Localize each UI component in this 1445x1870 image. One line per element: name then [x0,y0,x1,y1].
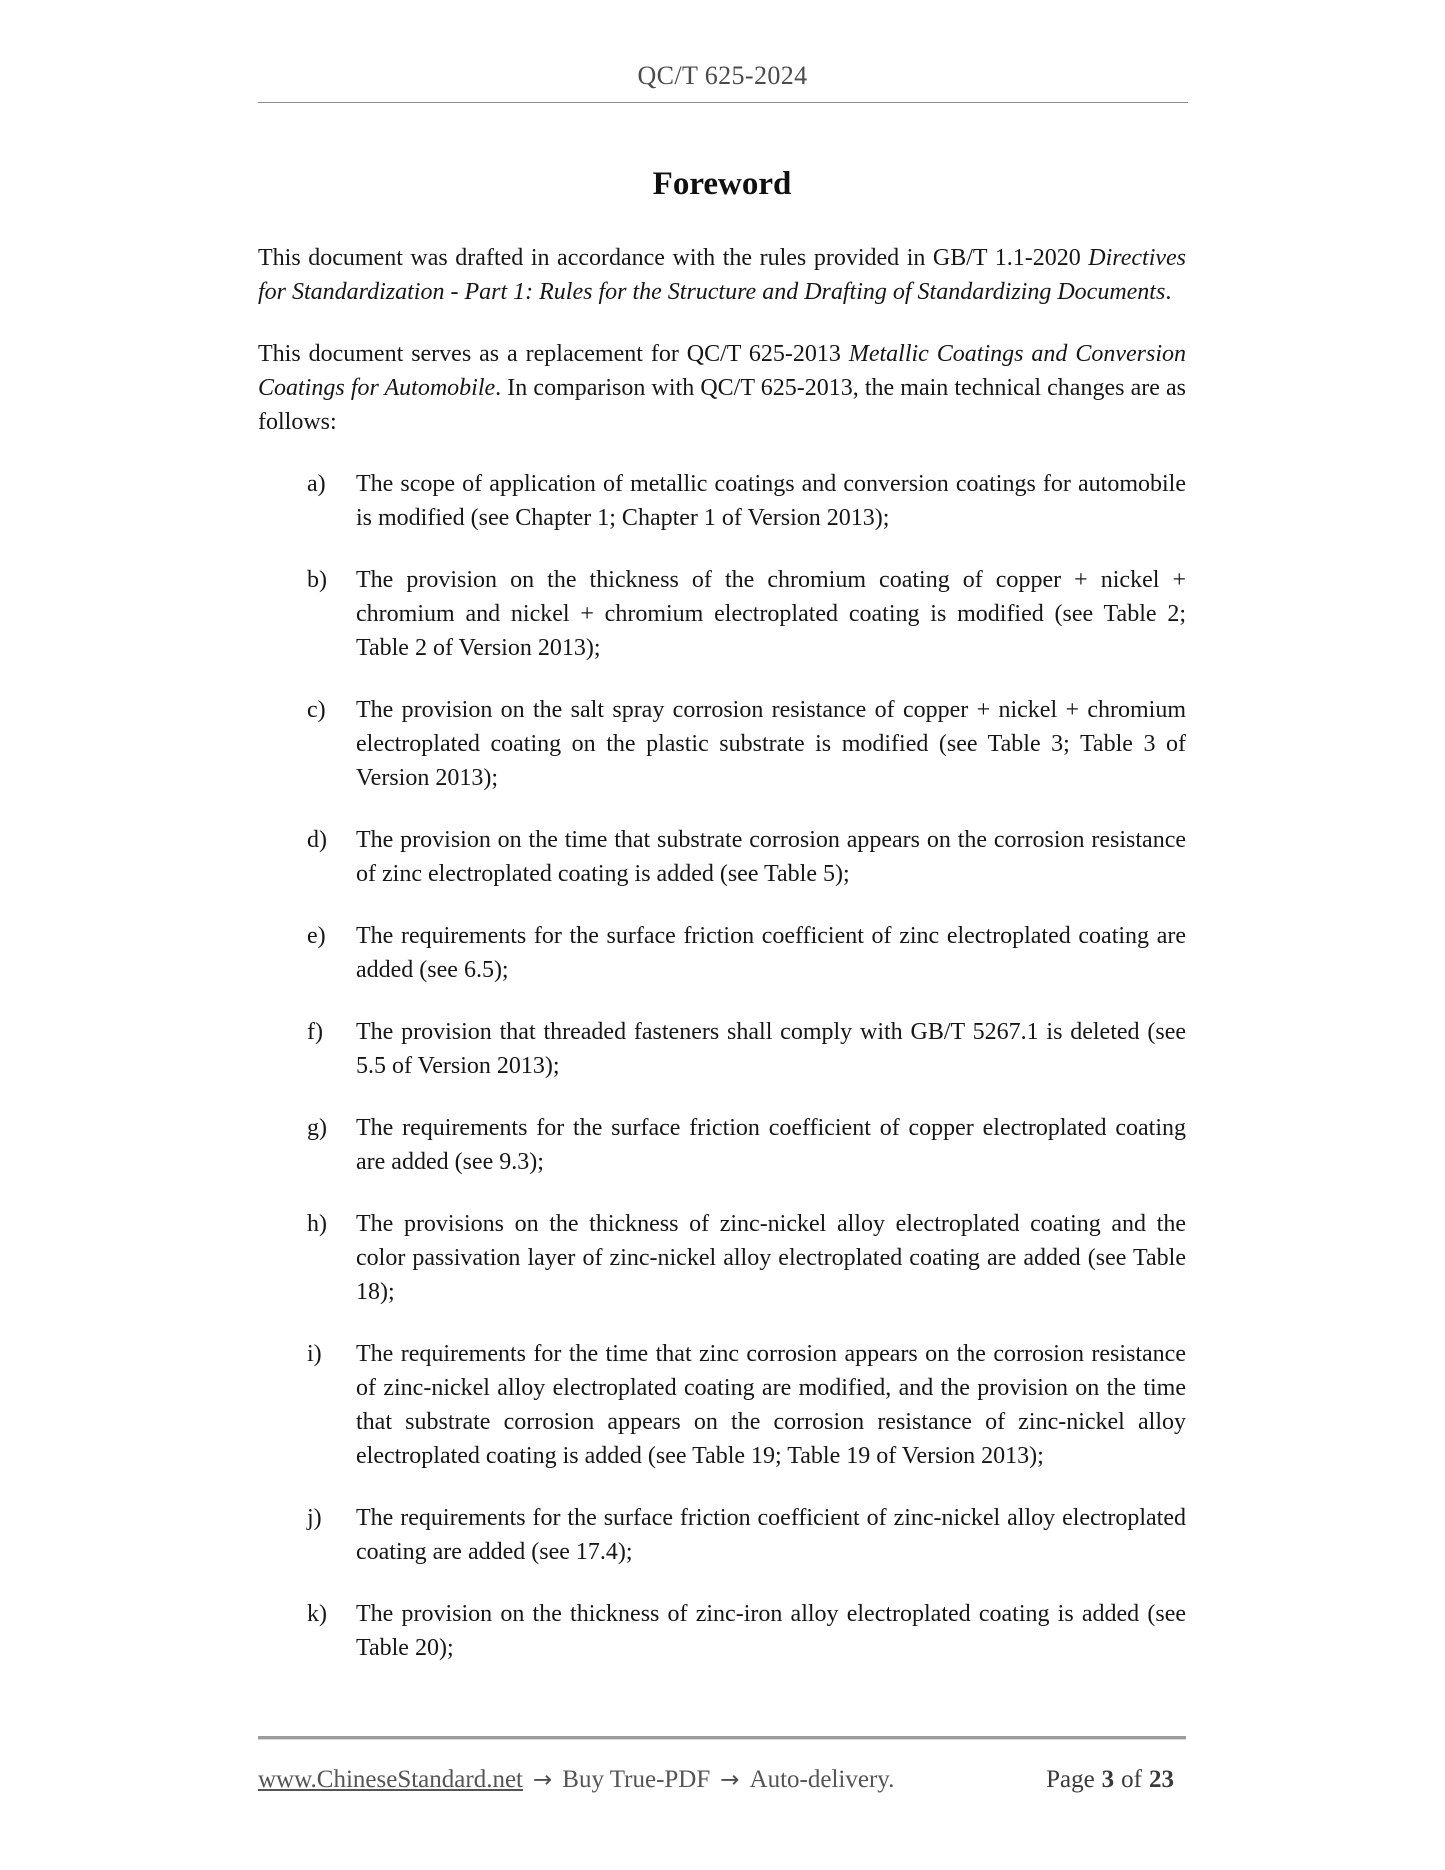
page-total: 23 [1149,1766,1174,1793]
item-label: e) [307,923,326,949]
item-text: The requirements for the surface friction coefficient of copper electroplated coating are added (see 9.3); [356,1115,1186,1175]
list-item [258,1597,1186,1665]
item-text: The scope of application of metallic coatings and conversion coatings for automobile is modified (see Chapter 1; Chapter 1 of Version 2013); [356,471,1186,531]
list-item [258,1337,1186,1473]
item-label: h) [307,1211,327,1237]
item-text: The requirements for the time that zinc corrosion appears on the corrosion resistance of zinc-nickel alloy electroplated coating are modified, and the provision on the time that substrate corrosion appears on the corrosion resistance of zinc-nickel alloy electroplated coating is added (see Table 19; Table 19 of Version 2013); [356,1341,1186,1469]
paragraph [258,337,1186,439]
foreword-section [258,102,1186,1693]
item-label: b) [307,567,327,593]
item-label: i) [307,1341,322,1367]
item-text: The provisions on the thickness of zinc-nickel alloy electroplated coating and the color passivation layer of zinc-nickel alloy electroplated coating are added (see Table 18); [356,1211,1186,1305]
item-label: g) [307,1115,327,1141]
section-title: Foreword [652,166,792,202]
item-text: The requirements for the surface friction coefficient of zinc-nickel alloy electroplated coating are added (see 17.4); [356,1505,1186,1565]
item-label: k) [307,1601,327,1627]
arrow-right-icon: → [533,1767,553,1793]
auto-delivery-text: Auto-delivery. [749,1766,895,1793]
item-text: The provision on the thickness of zinc-iron alloy electroplated coating is added (see Table 20); [356,1601,1186,1661]
item-text: The provision that threaded fasteners shall comply with GB/T 5267.1 is deleted (see 5.5 of Version 2013); [356,1019,1186,1079]
item-text: The provision on the thickness of the chromium coating of copper + nickel + chromium and nickel + chromium electroplated coating is modified (see Table 2; Table 2 of Version 2013); [356,567,1186,661]
list-item [258,1501,1186,1569]
paragraph [258,241,1186,309]
paragraph-text: This document was drafted in accordance with the rules provided in GB/T 1.1-2020 [258,245,1089,271]
page-label: Page [1046,1766,1095,1793]
document-number: QC/T 625-2024 [637,61,808,90]
referenced-title: Directives for Standardization - Part 1: Rules for the Structure and Drafting of Standardizing Documents [258,245,1186,305]
paragraph-text: This document serves as a replacement for QC/T 625-2013 [258,341,849,367]
paragraph-text: . [1165,279,1172,305]
item-text: The provision on the time that substrate corrosion appears on the corrosion resistance of zinc electroplated coating is added (see Table 5); [356,827,1186,887]
item-label: d) [307,827,327,853]
referenced-title: Metallic Coatings and Conversion Coatings for Automobile [258,341,1186,401]
item-text: The requirements for the surface friction coefficient of zinc electroplated coating are added (see 6.5); [356,923,1186,983]
item-label: f) [307,1019,323,1045]
list-item [258,919,1186,987]
page-indicator [1046,1764,1186,1796]
page-current: 3 [1101,1766,1115,1793]
item-text: The provision on the salt spray corrosion resistance of copper + nickel + chromium electroplated coating on the plastic substrate is modified (see Table 3; Table 3 of Version 2013); [356,697,1186,791]
list-item [258,563,1186,665]
footer-rule [258,1736,1186,1740]
buy-pdf-text: Buy True-PDF [562,1766,711,1793]
list-item [258,1015,1186,1083]
arrow-right-icon: → [720,1767,740,1793]
change-items-list [258,467,1186,1665]
website-link[interactable]: www.ChineseStandard.net [258,1766,523,1793]
of-label: of [1121,1766,1142,1793]
list-item [258,1207,1186,1309]
paragraph-list [258,241,1186,439]
list-item [258,467,1186,535]
list-item [258,693,1186,795]
item-label: a) [307,471,326,497]
footer-promo [258,1764,894,1796]
list-item [258,1111,1186,1179]
list-item [258,823,1186,891]
paragraph-text: . In comparison with QC/T 625-2013, the main technical changes are as follows: [258,375,1186,435]
page-footer [258,1764,1186,1796]
item-label: j) [307,1505,322,1531]
page-header [0,0,1445,103]
item-label: c) [307,697,326,723]
